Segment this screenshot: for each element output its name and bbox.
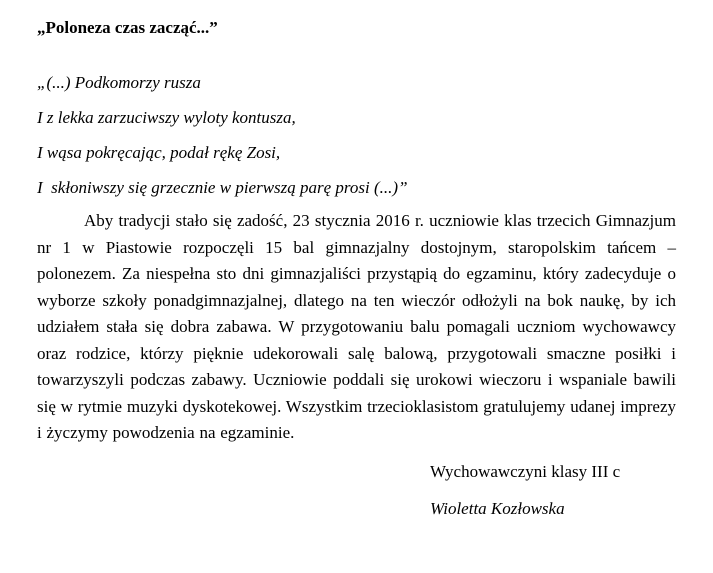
document-title: „Poloneza czas zacząć...” bbox=[37, 18, 218, 37]
poem-quote-line-3: I wąsa pokręcając, podał rękę Zosi, bbox=[37, 143, 281, 162]
signature-role: Wychowawczyni klasy III c bbox=[430, 461, 621, 481]
poem-quote-line-4: I skłoniwszy się grzecznie w pierwszą parę prosi (...)” bbox=[37, 178, 408, 197]
article-body-paragraph: Aby tradycji stało się zadość, 23 stycznia 2016 r. uczniowie klas trzecich Gimnazjum nr 1 w Piastowie rozpoczęli 15 bal gimnazjalny dostojnym, staropolskim tańcem – polonezem. Za niespełna sto dni gimnazjaliści przystąpią do egzaminu, który zadecyduje o wyborze szkoły ponadgimnazjalnej, dlatego na ten wieczór odłożyli na bok naukę, by ich udziałem stała się dobra zabawa. W przygotowaniu balu pomagali uczniom wychowawcy oraz rodzice, którzy pięknie udekorowali salę balową, przygotowali smaczne posiłki i towarzyszyli podczas zabawy. Uczniowie poddali się urokowi wieczoru i wspaniale bawili się w rytmie muzyki dyskotekowej. Wszystkim trzecioklasistom gratulujemy udanej imprezy i życzymy powodzenia na egzaminie. bbox=[37, 211, 676, 442]
signature-block bbox=[430, 459, 676, 522]
poem-quote-line-1: „(...) Podkomorzy rusza bbox=[37, 73, 201, 92]
signature-name: Wioletta Kozłowska bbox=[430, 498, 565, 518]
poem-quote-block bbox=[37, 65, 676, 205]
poem-quote-line-2: I z lekka zarzuciwszy wyloty kontusza, bbox=[37, 108, 296, 127]
